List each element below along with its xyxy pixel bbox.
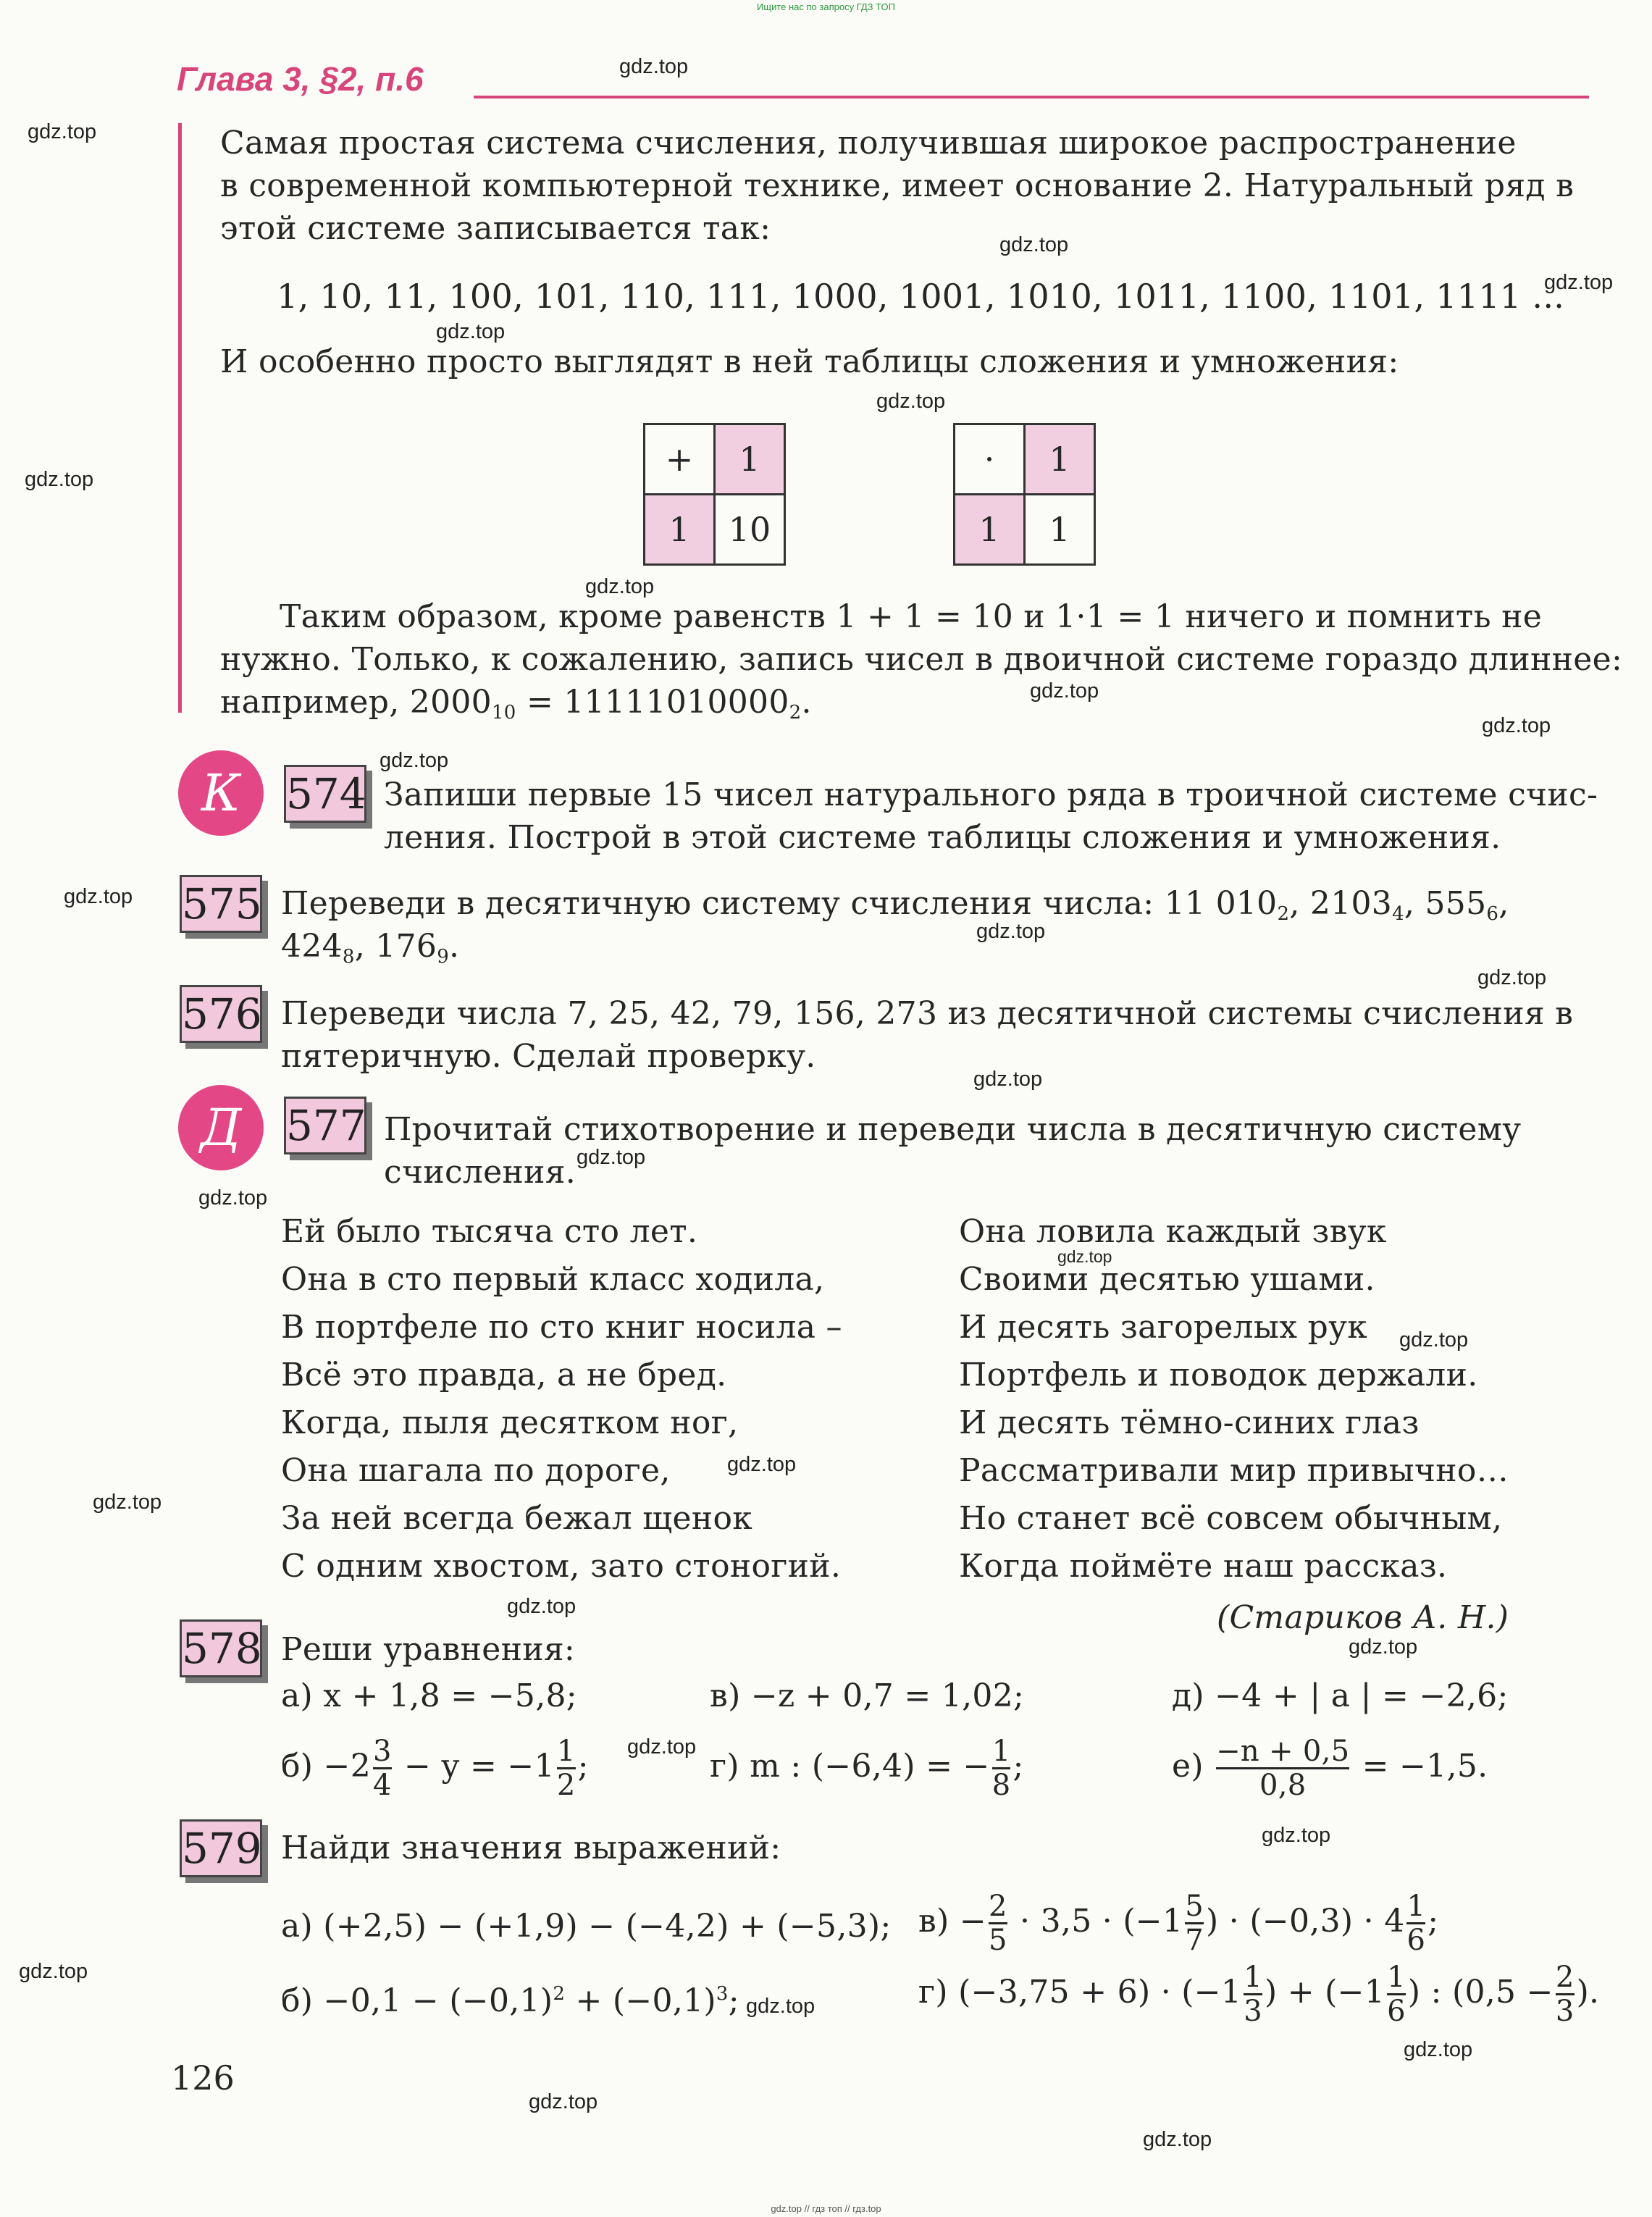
ex578-d: д) −4 + | a | = −2,6;	[1172, 1677, 1509, 1714]
poem-line: Она в сто первый класс ходила,	[281, 1261, 825, 1298]
poem-line: Когда поймёте наш рассказ.	[959, 1548, 1448, 1585]
exercise-577-number: 577	[284, 1097, 366, 1154]
exercise-578-number: 578	[180, 1619, 262, 1677]
exercise-576-number: 576	[180, 985, 262, 1043]
poem-right-column	[959, 1208, 1509, 1591]
watermark: gdz.top	[25, 468, 94, 491]
watermark: gdz.top	[727, 1453, 797, 1476]
mul-cell-op: ·	[955, 424, 1025, 495]
watermark: gdz.top	[576, 1146, 646, 1169]
chapter-heading: Глава 3, §2, п.6	[177, 60, 424, 98]
ex575-l1: Переведи в десятичную систему счисления числа: 11 $010_2$, $2103_4$, $555_6$,	[281, 885, 1509, 925]
watermark: gdz.top	[1482, 714, 1551, 737]
ex578-v: в) −z + 0,7 = 1,02;	[710, 1677, 1025, 1714]
poem-line: Своими десятью ушами.	[959, 1261, 1375, 1298]
ex576-l2: пятеричную. Сделай проверку.	[281, 1038, 816, 1075]
watermark: gdz.top	[198, 1186, 268, 1210]
ex578-b: б) −2 $\frac{3}{4}$ − y = −1 $\frac{1}{2}$ ;	[281, 1735, 589, 1802]
ex575-l2: $424_8$, $176_9$.	[281, 928, 460, 968]
ex576-l1: Переведи числа 7, 25, 42, 79, 156, 273 из десятичной системы счисления в	[281, 995, 1574, 1032]
watermark: gdz.top	[619, 55, 689, 78]
watermark: gdz.top	[64, 885, 133, 908]
watermark: gdz.top	[746, 1995, 815, 2018]
watermark: gdz.top	[1030, 679, 1099, 703]
watermark: gdz.top	[529, 2090, 598, 2113]
chapter-rule	[474, 96, 1589, 99]
binary-sequence: 1, 10, 11, 100, 101, 110, 111, 1000, 1001, 1010, 1011, 1100, 1101, 1111 ...	[277, 277, 1565, 316]
add-cell-row: 1	[645, 495, 715, 565]
intro-p1-l2: в современной компьютерной технике, имеет основание 2. Натуральный ряд в	[220, 167, 1575, 204]
ex579-v: в) − $\frac{2}{5}$ · 3,5 · (−1 $\frac{5}{7}$ ) · (−0,3) · 4 $\frac{1}{6}$ ;	[918, 1890, 1439, 1957]
ex578-title: Реши уравнения:	[281, 1631, 576, 1668]
add-cell-result: 10	[715, 495, 785, 565]
poem-line: Она шагала по дороге,	[281, 1452, 671, 1489]
intro-p3-l1: Таким образом, кроме равенств 1 + 1 = 10 и 1·1 = 1 ничего и помнить не	[280, 598, 1543, 635]
watermark: gdz.top	[973, 1068, 1043, 1091]
add-cell-header: 1	[715, 424, 785, 495]
exercise-579-number: 579	[180, 1819, 262, 1877]
ex579-b: $б) -0,1 - (-0,1)^2 + (-0,1)^3$;	[281, 1982, 739, 2019]
ex578-a: а) x + 1,8 = −5,8;	[281, 1677, 577, 1714]
watermark: gdz.top	[1143, 2128, 1212, 2151]
poem-line: Рассматривали мир привычно…	[959, 1452, 1509, 1489]
intro-p2: И особенно просто выглядят в ней таблицы сложения и умножения:	[220, 343, 1399, 380]
badge-d: Д	[178, 1085, 264, 1170]
top-note: Ищите нас по запросу ГДЗ ТОП	[757, 1, 895, 12]
poem-line: Но станет всё совсем обычным,	[959, 1500, 1503, 1537]
intro-p3-l3: например, $2000_{10} = 11111010000_2$.	[220, 684, 812, 724]
side-rule	[178, 123, 182, 713]
watermark: gdz.top	[1262, 1824, 1331, 1847]
ex578-e: е) $\frac{-n + 0,5}{0,8}$ = −1,5.	[1172, 1735, 1488, 1802]
ex579-g: г) (−3,75 + 6) · (−1 $\frac{1}{3}$ ) + (−1 $\frac{1}{6}$ ) : (0,5 − $\frac{2}{3}$ ).	[918, 1961, 1600, 2028]
watermark: gdz.top	[999, 233, 1069, 256]
page-number: 126	[171, 2058, 235, 2097]
ex578-g: г) m : (−6,4) = − $\frac{1}{8}$ ;	[710, 1735, 1024, 1802]
ex579-title: Найди значения выражений:	[281, 1830, 781, 1866]
poem-line: Ей было тысяча сто лет.	[281, 1213, 698, 1250]
exercise-575-number: 575	[180, 875, 262, 933]
poem-line: И десять загорелых рук	[959, 1309, 1368, 1346]
watermark: gdz.top	[1399, 1328, 1469, 1351]
ex577-l1: Прочитай стихотворение и переведи числа в десятичную систему	[384, 1111, 1522, 1148]
intro-p1-l3: этой системе записывается так:	[220, 210, 771, 247]
poem-line: Всё это правда, а не бред.	[281, 1357, 727, 1394]
watermark: gdz.top	[1477, 966, 1547, 989]
poem-left-column	[281, 1208, 842, 1591]
watermark: gdz.top	[585, 575, 655, 598]
watermark: gdz.top	[1057, 1247, 1112, 1266]
ex574-l2: ления. Построй в этой системе таблицы сложения и умножения.	[384, 819, 1501, 856]
intro-p3-l2: нужно. Только, к сожалению, запись чисел в двоичной системе гораздо длиннее:	[220, 641, 1623, 678]
poem-line: Когда, пыля десятком ног,	[281, 1404, 739, 1441]
poem-line: В портфеле по сто книг носила –	[281, 1309, 842, 1346]
badge-k: К	[178, 750, 264, 836]
watermark: gdz.top	[1349, 1635, 1418, 1659]
add-cell-op: +	[645, 424, 715, 495]
mul-cell-header: 1	[1025, 424, 1095, 495]
watermark: gdz.top	[436, 320, 506, 343]
poem-author: (Стариков А. Н.)	[1217, 1599, 1509, 1636]
addition-table	[643, 423, 786, 566]
watermark: gdz.top	[1544, 271, 1614, 294]
watermark: gdz.top	[876, 390, 946, 413]
intro-p1-l1: Самая простая система счисления, получившая широкое распространение	[220, 125, 1517, 162]
poem-line: Она ловила каждый звук	[959, 1213, 1387, 1250]
watermark: gdz.top	[19, 1960, 88, 1983]
watermark: gdz.top	[380, 749, 449, 772]
ex574-l1: Запиши первые 15 чисел натурального ряда в троичной системе счис-	[384, 776, 1598, 813]
ex579-a: а) (+2,5) − (+1,9) − (−4,2) + (−5,3);	[281, 1908, 892, 1945]
mul-cell-row: 1	[955, 495, 1025, 565]
poem-line: За ней всегда бежал щенок	[281, 1500, 753, 1537]
watermark: gdz.top	[28, 120, 97, 143]
watermark: gdz.top	[976, 920, 1046, 943]
poem-line: С одним хвостом, зато стоногий.	[281, 1548, 842, 1585]
bottom-note: gdz.top // гдз топ // гдз.top	[771, 2203, 881, 2214]
mul-cell-result: 1	[1025, 495, 1095, 565]
poem-line: И десять тёмно-синих глаз	[959, 1404, 1420, 1441]
ex577-l2: счисления.	[384, 1154, 576, 1191]
watermark: gdz.top	[1404, 2038, 1473, 2061]
watermark: gdz.top	[93, 1491, 162, 1514]
exercise-574-number: 574	[284, 765, 366, 823]
poem-line: Портфель и поводок держали.	[959, 1357, 1478, 1394]
watermark: gdz.top	[507, 1595, 576, 1618]
multiplication-table	[953, 423, 1096, 566]
watermark: gdz.top	[627, 1735, 697, 1759]
